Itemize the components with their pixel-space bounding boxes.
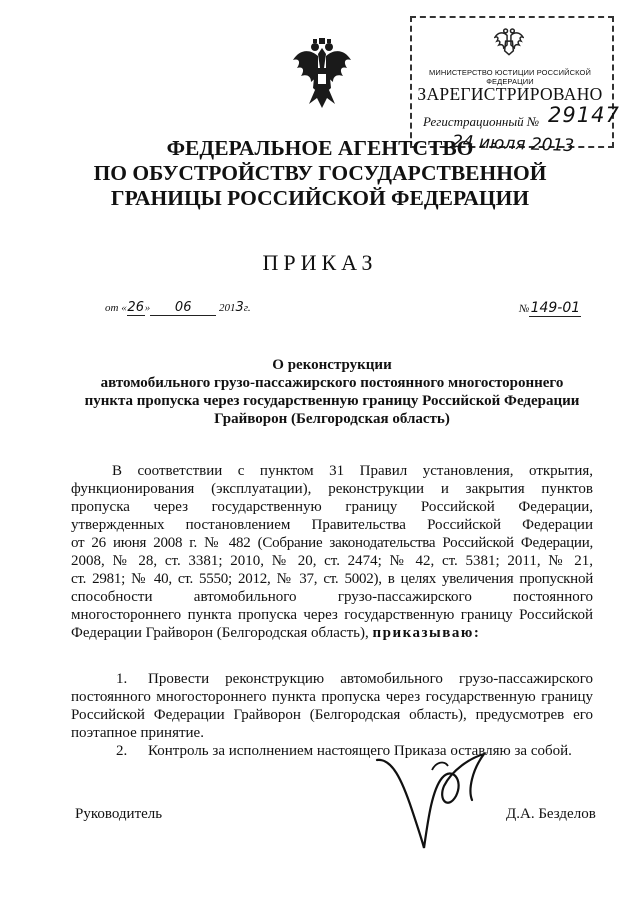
date-year-suffix: г. [243, 302, 251, 314]
date-year-digit: 3 [235, 300, 244, 315]
body-line-4: утвержденных постановлением Правительства Российской Федерации [71, 517, 593, 533]
item-1-line-2: постоянного многостороннего пункта пропуска через государственную границу [71, 689, 593, 705]
body-line-5: от 26 июня 2008 г. № 482 (Собрание законодательства Российской Федерации, [71, 535, 593, 551]
stamp-ministry: МИНИСТЕРСТВО ЮСТИЦИИ РОССИЙСКОЙ ФЕДЕРАЦИИ [429, 68, 591, 86]
stamp-registration-number: 29147 [548, 103, 620, 127]
body-line-1: В соответствии с пунктом 31 Правил установления, открытия, [112, 463, 593, 479]
subject-line-1: О реконструкции [272, 357, 392, 373]
number-value: 149-01 [530, 300, 581, 316]
date-month: 06 [150, 300, 216, 316]
date-year-prefix: 201 [218, 302, 236, 314]
item-2-line-1: Контроль за исполнением настоящего Приказа оставляю за собой. [148, 743, 572, 759]
body-last-line-text: Федерации Грайворон (Белгородская область), [71, 625, 369, 641]
order-word: приказываю: [372, 625, 481, 641]
body-line-8: способности автомобильного грузо-пассажирского постоянного [71, 589, 593, 605]
number-prefix: № [519, 303, 530, 315]
item-1-number: 1. [116, 671, 128, 687]
order-number [519, 300, 581, 317]
item-1-line-3: Российской Федерации Грайворон (Белгородская область), предусмотрев его [71, 707, 593, 723]
body-line-6: 2008, № 28, ст. 3381; 2010, № 20, ст. 2474; № 42, ст. 5381; 2011, № 21, [71, 553, 593, 569]
signer-name: Д.А. Безделов [506, 806, 596, 822]
signer-title: Руководитель [75, 806, 163, 822]
document-type-title: ПРИКАЗ [262, 250, 378, 275]
stamp-status: ЗАРЕГИСТРИРОВАНО [417, 84, 603, 104]
agency-name-line-3: ГРАНИЦЫ РОССИЙСКОЙ ФЕДЕРАЦИИ [110, 186, 530, 210]
body-line-2: функционирования (эксплуатации), реконструкции и закрытия пунктов [71, 481, 593, 497]
agency-name-line-1: ФЕДЕРАЛЬНОЕ АГЕНТСТВО [166, 136, 474, 160]
agency-name-line-2: ПО ОБУСТРОЙСТВУ ГОСУДАРСТВЕННОЙ [93, 161, 547, 185]
item-2-number: 2. [116, 743, 128, 759]
stamp-registration-date: 24 июля 2013 [451, 131, 575, 157]
subject-line-4: Грайворон (Белгородская область) [214, 411, 450, 427]
date-day: 26 [127, 300, 144, 315]
double-headed-eagle-emblem [291, 38, 353, 110]
body-last-line [71, 624, 593, 642]
body-line-7: ст. 2981; № 40, ст. 5550; 2012, № 37, ст. 5002), в целях увеличения пропускной [71, 571, 593, 587]
date-prefix: от « [105, 302, 127, 314]
subject-line-3: пункта пропуска через государственную границу Российской Федерации [84, 393, 580, 409]
handwritten-signature [372, 740, 502, 855]
stamp-eagle-emblem [494, 26, 524, 62]
body-line-3: пропуска через государственную границу Российской Федерации, [71, 499, 593, 515]
item-1-line-1: Провести реконструкцию автомобильного грузо-пассажирского [148, 671, 593, 687]
body-line-9: многостороннего пункта пропуска через государственную границу Российской [71, 607, 593, 623]
stamp-registration-label: Регистрационный № [423, 114, 540, 129]
order-date [105, 300, 251, 316]
subject-line-2: автомобильного грузо-пассажирского постоянного многостороннего [100, 375, 564, 391]
date-mid: » [144, 302, 151, 314]
item-1-line-4: поэтапное принятие. [71, 725, 204, 741]
